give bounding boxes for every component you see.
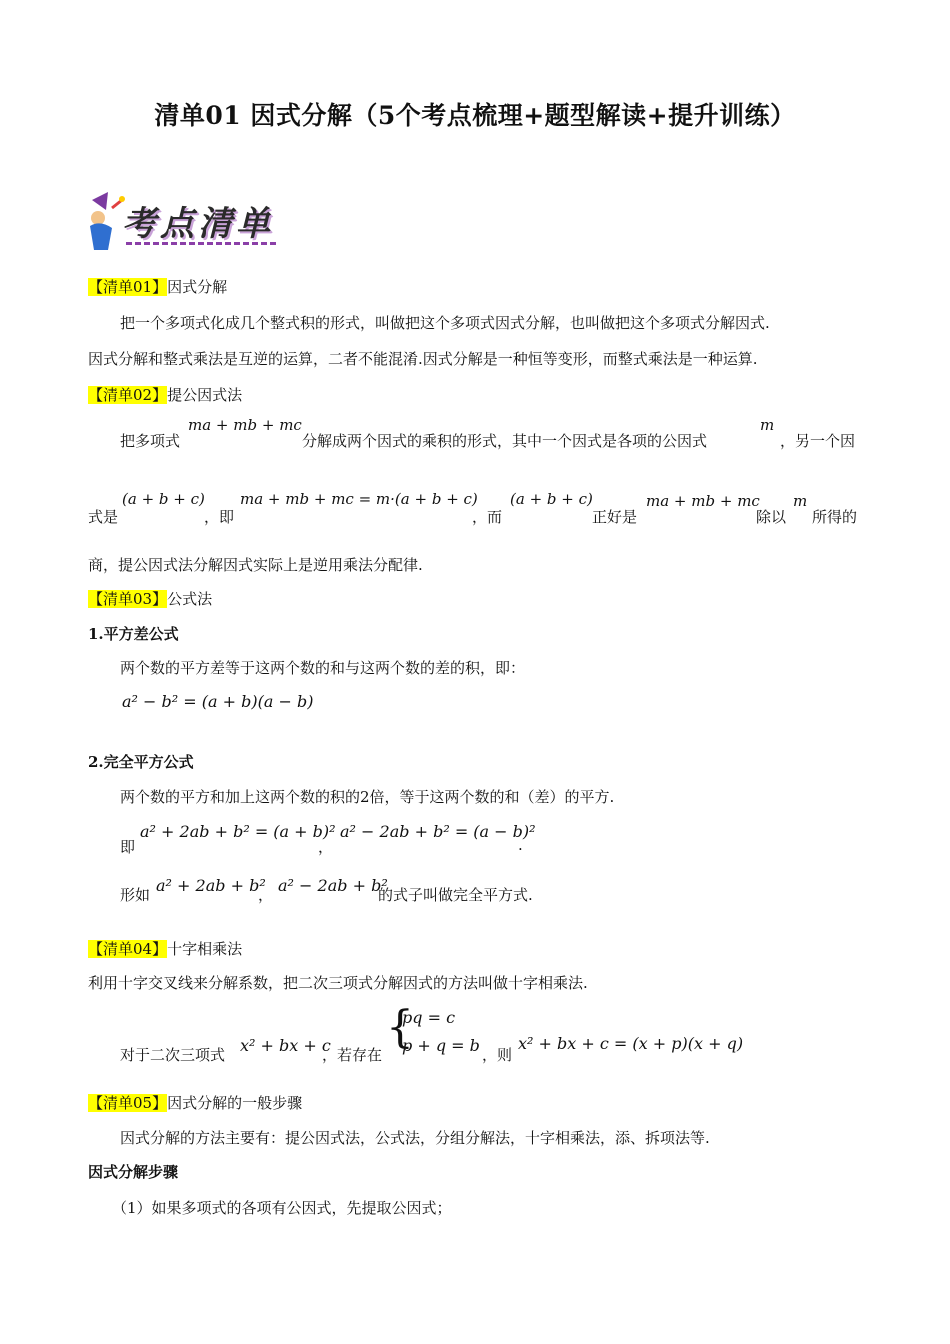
section-tag: 【清单05】 [88, 1094, 168, 1112]
math-formula: a² + 2ab + b² [156, 876, 266, 895]
math-expression: m [793, 492, 808, 510]
text-run: 形如 [120, 886, 151, 904]
text-run: ，若存在 [322, 1046, 383, 1064]
text-run: ，则 [482, 1046, 513, 1064]
text-run: 的式子叫做完全平方式. [378, 886, 533, 904]
math-expression: ma + mb + mc = m·(a + b + c) [240, 490, 478, 508]
text-run: 式是 [88, 508, 119, 526]
text-run: 对于二次三项式 [120, 1046, 226, 1064]
section-heading-05 [88, 1092, 868, 1114]
paragraph: 两个数的平方差等于这两个数的和与这两个数的差的积，即： [120, 659, 526, 677]
text-run: 把多项式 [120, 432, 181, 450]
math-formula: x² + bx + c [240, 1036, 331, 1055]
section-title: 因式分解的一般步骤 [167, 1094, 303, 1112]
section-tag: 【清单02】 [88, 386, 168, 404]
paragraph: 利用十字交叉线来分解系数，把二次三项式分解因式的方法叫做十字相乘法. [88, 974, 588, 992]
banner-label: 考点清单 [122, 204, 274, 244]
page-title: 清单01 因式分解（5个考点梳理+题型解读+提升训练） [154, 101, 796, 130]
equation-system-brace: { [386, 1002, 414, 1053]
text-run: ，而 [472, 508, 503, 526]
equation-system-line: pq = c [402, 1008, 456, 1027]
text-run: 正好是 [592, 508, 638, 526]
text-run: ，另一个因 [780, 432, 856, 450]
text-run: 即 [120, 838, 136, 856]
text-run: ，即 [204, 508, 235, 526]
equation-system-line: p + q = b [402, 1036, 480, 1055]
paragraph: （1）如果多项式的各项有公因式，先提取公因式； [112, 1199, 452, 1217]
section-banner [86, 190, 286, 258]
paragraph: 两个数的平方和加上这两个数的积的2倍，等于这两个数的和（差）的平方. [120, 788, 615, 806]
math-expression: (a + b + c) [510, 490, 593, 508]
section-heading-04 [88, 938, 868, 960]
paragraph: 因式分解和整式乘法是互逆的运算，二者不能混淆.因式分解是一种恒等变形，而整式乘法是一种运算. [88, 350, 758, 368]
text-run: 所得的 [812, 508, 858, 526]
math-expression: ma + mb + mc [188, 416, 302, 434]
math-formula: a² − 2ab + b² = (a − b)² [340, 822, 536, 841]
text-run: 分解成两个因式的乘积的形式，其中一个因式是各项的公因式 [302, 432, 708, 450]
text-run: . [518, 836, 523, 854]
paragraph: 把一个多项式化成几个整式积的形式，叫做把这个多项式因式分解，也叫做把这个多项式分解因式. [120, 314, 770, 332]
subheading: 1.平方差公式 [88, 625, 179, 643]
paragraph: 商，提公因式法分解因式实际上是逆用乘法分配律. [88, 556, 423, 574]
section-tag: 【清单01】 [88, 278, 168, 296]
subheading: 2.完全平方公式 [88, 753, 194, 771]
wizard-icon [86, 190, 126, 254]
section-title: 十字相乘法 [167, 940, 243, 958]
section-title: 因式分解 [167, 278, 228, 296]
math-expression: m [760, 416, 775, 434]
text-run: ， [318, 838, 334, 856]
math-formula: a² + 2ab + b² = (a + b)² [140, 822, 336, 841]
section-heading-03 [88, 588, 868, 610]
banner-underline [126, 242, 276, 245]
subheading: 因式分解步骤 [88, 1163, 179, 1181]
math-expression: ma + mb + mc [646, 492, 760, 510]
math-formula: x² + bx + c = (x + p)(x + q) [518, 1034, 744, 1053]
section-title: 公式法 [167, 590, 213, 608]
math-formula: a² − b² = (a + b)(a − b) [122, 692, 314, 711]
paragraph: 因式分解的方法主要有：提公因式法，公式法，分组分解法，十字相乘法，添、拆项法等. [120, 1129, 710, 1147]
section-tag: 【清单03】 [88, 590, 168, 608]
section-heading-02 [88, 384, 868, 406]
section-title: 提公因式法 [167, 386, 243, 404]
section-heading-01 [88, 276, 868, 298]
text-run: ， [258, 886, 274, 904]
math-expression: (a + b + c) [122, 490, 205, 508]
text-run: 除以 [756, 508, 787, 526]
section-tag: 【清单04】 [88, 940, 168, 958]
math-formula: a² − 2ab + b² [278, 876, 388, 895]
